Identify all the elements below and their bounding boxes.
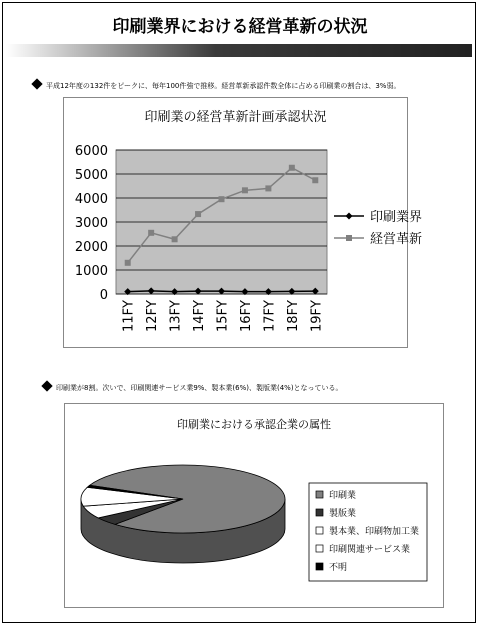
y-tick-label: 0 [99,288,108,303]
legend-label: 製版業 [329,509,357,519]
legend-marker [346,213,353,220]
x-tick-label: 11FY [121,300,137,332]
note-1-text: 平成12年度の132件をピークに、毎年100件強で推移。経営革新承認件数全体に占める印刷業の割合は、3%弱。 [46,82,401,90]
note-line-1 [46,81,400,91]
title-underline-bar [6,44,472,57]
legend-swatch [316,527,323,534]
x-tick-label: 18FY [285,300,301,332]
pie-chart-box [64,403,444,608]
x-tick-label: 17FY [262,300,278,332]
page-title: 印刷業界における経営革新の状況 [112,17,368,37]
data-point [172,236,178,242]
legend-label: 印刷業界 [370,210,423,225]
y-tick-label: 6000 [74,144,108,159]
legend-swatch [316,563,323,570]
note-2-text: 印刷業が8割。次いで、印刷関連サービス業9%、製本業(6%)、製版業(4%)となっている。 [56,384,343,392]
legend-label: 不明 [329,563,348,573]
legend-label: 経営革新 [370,232,423,247]
pie-chart-svg [65,404,443,607]
pie-chart-title: 印刷業における承認企業の属性 [177,418,331,431]
x-tick-label: 14FY [192,300,208,332]
y-tick-label: 3000 [74,216,108,231]
y-tick-label: 1000 [74,264,108,279]
legend-swatch [316,509,323,516]
data-point [312,177,318,183]
data-point [219,196,225,202]
y-tick-label: 2000 [74,240,108,255]
x-tick-label: 13FY [168,300,184,332]
data-point [265,185,271,191]
x-tick-label: 12FY [145,300,161,332]
note-line-2 [56,383,343,393]
data-point [195,211,201,217]
line-chart-box [63,97,423,348]
data-point [148,230,154,236]
data-point [242,187,248,193]
x-tick-label: 16FY [238,300,254,332]
y-tick-label: 4000 [74,192,108,207]
x-tick-label: 19FY [309,300,325,332]
legend-label: 印刷業 [329,491,357,501]
x-tick-label: 15FY [215,300,231,332]
legend-swatch [316,491,323,498]
y-tick-label: 5000 [74,168,108,183]
line-chart-svg [64,98,423,347]
legend-label: 印刷関連サービス業 [329,545,411,555]
legend-marker [346,235,352,241]
line-chart-title: 印刷業の経営革新計画承認状況 [144,110,327,125]
legend-label: 製本業、印刷物加工業 [329,527,420,537]
legend-swatch [316,545,323,552]
data-point [289,165,295,171]
data-point [125,260,131,266]
